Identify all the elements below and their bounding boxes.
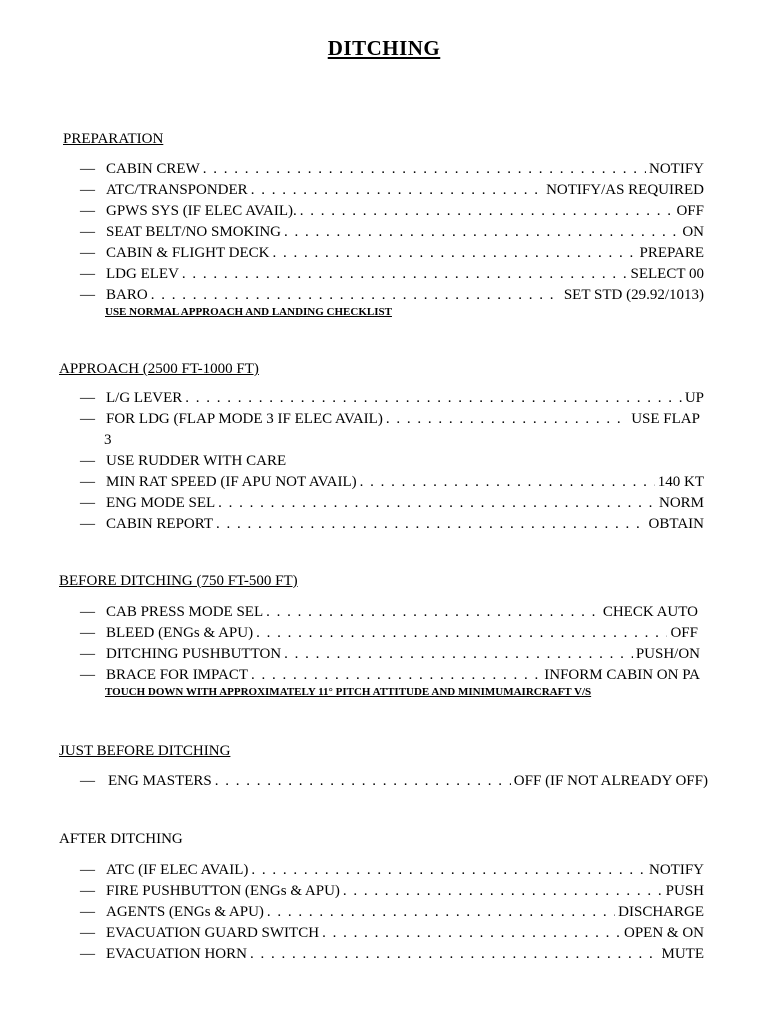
dash: —	[80, 646, 95, 662]
item-label: CABIN REPORT	[106, 516, 214, 532]
item-value: INFORM CABIN ON PA	[544, 667, 700, 683]
dot-leader	[284, 646, 633, 663]
item-label: DITCHING PUSHBUTTON	[106, 646, 282, 662]
checklist-item	[80, 161, 704, 181]
item-value: OBTAIN	[648, 516, 704, 532]
checklist-item	[80, 390, 704, 410]
item-label: ATC/TRANSPONDER	[106, 182, 248, 198]
item-value: MUTE	[661, 946, 704, 962]
item-label: USE RUDDER WITH CARE	[106, 453, 287, 469]
item-value: NOTIFY	[649, 862, 704, 878]
dot-leader	[251, 182, 543, 199]
item-label: BLEED (ENGs & APU)	[106, 625, 254, 641]
dot-leader	[386, 411, 628, 428]
item-label: MIN RAT SPEED (IF APU NOT AVAIL)	[106, 474, 357, 490]
dash: —	[80, 904, 95, 920]
page-title: DITCHING	[327, 36, 441, 60]
item-value: SET STD (29.92/1013)	[563, 287, 704, 303]
dot-leader	[251, 862, 646, 879]
item-value: OPEN & ON	[623, 925, 704, 941]
dot-leader	[182, 266, 628, 283]
dash: —	[80, 625, 95, 641]
dot-leader	[218, 495, 656, 512]
section-heading-preparation: PREPARATION	[63, 131, 164, 147]
item-label: AGENTS (ENGs & APU)	[106, 904, 264, 920]
section-heading-just-before-ditching: JUST BEFORE DITCHING	[59, 743, 231, 759]
item-value: ON	[682, 224, 704, 240]
item-label: ENG MASTERS	[108, 773, 212, 789]
item-label: BARO	[106, 287, 148, 303]
checklist-note: TOUCH DOWN WITH APPROXIMATELY 11° PITCH ATTITUDE AND MINIMUMAIRCRAFT V/S	[105, 686, 592, 698]
checklist-item	[80, 625, 698, 645]
checklist-item	[80, 883, 704, 903]
item-label: EVACUATION GUARD SWITCH	[106, 925, 320, 941]
dot-leader	[215, 773, 511, 790]
dot-leader	[300, 203, 674, 220]
item-label: ATC (IF ELEC AVAIL)	[106, 862, 249, 878]
checklist-item	[80, 604, 698, 624]
dash: —	[80, 245, 95, 261]
item-value: SELECT 00	[630, 266, 704, 282]
checklist-item	[80, 224, 704, 244]
dash: —	[80, 390, 95, 406]
dash: —	[80, 516, 95, 532]
dot-leader	[203, 161, 646, 178]
dot-leader	[267, 904, 615, 921]
checklist-item	[80, 773, 708, 793]
dash: —	[80, 862, 95, 878]
dash: —	[80, 474, 95, 490]
dot-leader	[360, 474, 655, 491]
item-value: OFF	[670, 625, 698, 641]
dot-leader	[322, 925, 621, 942]
checklist-item	[80, 266, 704, 286]
dot-leader	[343, 883, 663, 900]
item-value: DISCHARGE	[618, 904, 704, 920]
checklist-item	[80, 182, 704, 202]
dot-leader	[251, 667, 541, 684]
item-label: BRACE FOR IMPACT	[106, 667, 248, 683]
dot-leader	[272, 245, 636, 262]
section-heading-approach: APPROACH (2500 FT-1000 FT)	[59, 361, 259, 377]
dash: —	[80, 495, 95, 511]
dot-leader	[284, 224, 679, 241]
item-label: CABIN CREW	[106, 161, 200, 177]
section-heading-after-ditching: AFTER DITCHING	[59, 831, 183, 847]
checklist-item	[80, 287, 704, 307]
item-label: FIRE PUSHBUTTON (ENGs & APU)	[106, 883, 340, 899]
item-value: PUSH	[665, 883, 704, 899]
dash: —	[80, 224, 95, 240]
dash: —	[80, 182, 95, 198]
dash: —	[80, 946, 95, 962]
dot-leader	[250, 946, 659, 963]
item-value: PREPARE	[639, 245, 704, 261]
checklist-item	[80, 245, 704, 265]
item-label: L/G LEVER	[106, 390, 183, 406]
checklist-item	[80, 946, 704, 966]
item-label: GPWS SYS (IF ELEC AVAIL).	[106, 203, 297, 219]
checklist-item	[80, 203, 704, 223]
dash: —	[80, 287, 95, 303]
item-value: USE FLAP	[631, 411, 700, 427]
item-label: FOR LDG (FLAP MODE 3 IF ELEC AVAIL)	[106, 411, 383, 427]
item-value: NOTIFY/AS REQUIRED	[546, 182, 704, 198]
dot-leader	[185, 390, 682, 407]
wrapped-value: 3	[104, 432, 112, 448]
dash: —	[80, 604, 95, 620]
dash: —	[80, 411, 95, 427]
item-label: CAB PRESS MODE SEL	[106, 604, 264, 620]
item-label: LDG ELEV	[106, 266, 179, 282]
dot-leader	[266, 604, 600, 621]
dash: —	[80, 203, 95, 219]
item-label: EVACUATION HORN	[106, 946, 247, 962]
dot-leader	[256, 625, 667, 642]
dash: —	[80, 667, 95, 683]
dash: —	[80, 925, 95, 941]
checklist-item	[80, 453, 704, 473]
section-heading-before-ditching: BEFORE DITCHING (750 FT-500 FT)	[59, 573, 298, 589]
dash: —	[80, 453, 95, 469]
checklist-note: USE NORMAL APPROACH AND LANDING CHECKLIST	[105, 306, 392, 318]
dash: —	[80, 161, 95, 177]
dash: —	[80, 773, 95, 789]
item-value: CHECK AUTO	[602, 604, 698, 620]
item-value: NORM	[658, 495, 704, 511]
dash: —	[80, 883, 95, 899]
item-value: NOTIFY	[649, 161, 704, 177]
checklist-item	[80, 904, 704, 924]
checklist-item	[80, 474, 704, 494]
checklist-item	[80, 495, 704, 515]
dash: —	[80, 266, 95, 282]
item-label: ENG MODE SEL	[106, 495, 216, 511]
checklist-item	[80, 411, 700, 431]
dot-leader	[216, 516, 646, 533]
item-value: PUSH/ON	[635, 646, 700, 662]
checklist-item	[80, 667, 700, 687]
checklist-item	[80, 925, 704, 945]
item-value: UP	[684, 390, 704, 406]
item-label: CABIN & FLIGHT DECK	[106, 245, 270, 261]
checklist-item	[80, 646, 700, 666]
checklist-item	[80, 862, 704, 882]
dot-leader	[151, 287, 561, 304]
item-label: SEAT BELT/NO SMOKING	[106, 224, 282, 240]
item-value: 140 KT	[657, 474, 704, 490]
item-value: OFF	[676, 203, 704, 219]
checklist-item	[80, 516, 704, 536]
item-value: OFF (IF NOT ALREADY OFF)	[513, 773, 708, 789]
